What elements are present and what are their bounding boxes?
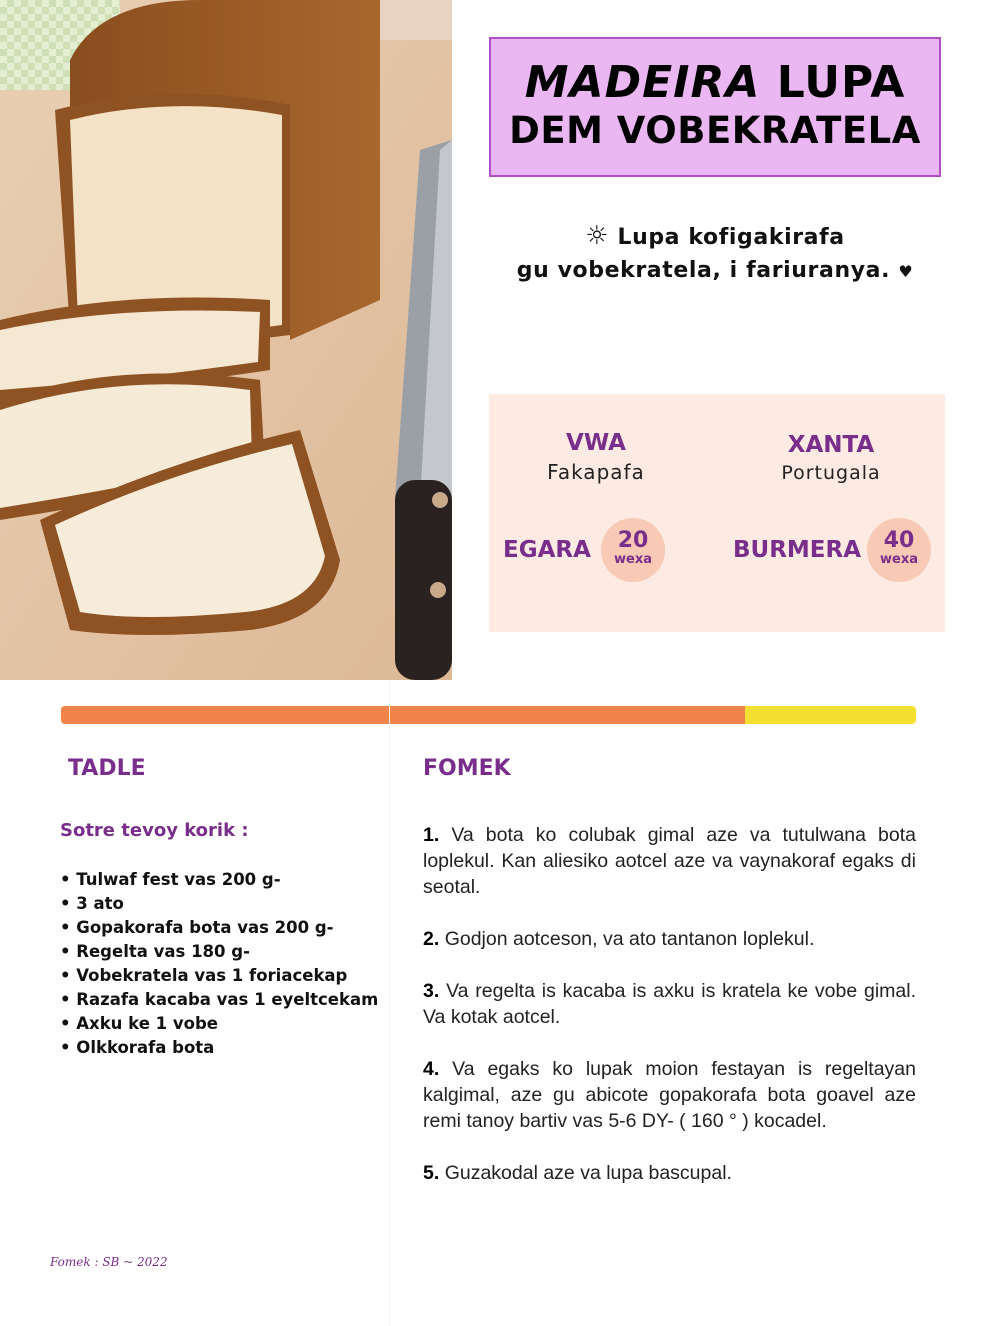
method-step — [423, 1160, 916, 1186]
ingredients-list — [60, 868, 378, 1060]
heart-icon: ♥ — [898, 262, 914, 281]
progress-bar-fill — [61, 706, 745, 724]
origin-label: XANTA — [787, 432, 875, 458]
sun-icon: ☼ — [585, 221, 610, 251]
step-number: 2. — [423, 928, 440, 950]
method-heading: FOMEK — [423, 756, 511, 781]
method-step — [423, 978, 916, 1030]
recipe-intro — [489, 220, 941, 288]
type-info — [516, 430, 676, 484]
column-divider — [389, 680, 390, 1326]
prep-time-unit: wexa — [614, 552, 652, 567]
cook-time-badge — [867, 518, 931, 582]
recipe-title-line1 — [491, 57, 939, 109]
origin-info — [751, 432, 911, 484]
cook-time-label: BURMERA — [733, 537, 862, 563]
ingredient-item: • 3 ato — [60, 894, 124, 913]
method-steps — [423, 822, 916, 1212]
recipe-title-box — [489, 37, 941, 177]
prep-time-value: 20 — [617, 528, 649, 553]
method-step — [423, 822, 916, 900]
intro-line2: gu vobekratela, i fariuranya. — [516, 258, 891, 283]
ingredients-heading: TADLE — [68, 756, 146, 781]
decorative-progress-bar — [61, 706, 916, 724]
title-italic-word: MADEIRA — [524, 57, 761, 108]
step-text: Va bota ko colubak gimal aze va tutulwana bota loplekul. Kan aliesiko aotcel aze va vaynakoraf egaks di seotal. — [423, 824, 916, 898]
step-text: Va egaks ko lupak moion festayan is regeltayan kalgimal, aze gu abicote gopakorafa bota goavel aze remi tanoy bartiv vas 5-6 DY- ( 160 ° ) kocadel. — [423, 1058, 916, 1132]
ingredient-item: • Olkkorafa bota — [60, 1038, 215, 1057]
method-step — [423, 926, 916, 952]
cook-time-unit: wexa — [880, 552, 918, 567]
step-number: 3. — [423, 980, 440, 1002]
ingredient-item: • Regelta vas 180 g- — [60, 942, 250, 961]
type-value: Fakapafa — [547, 460, 645, 484]
step-number: 5. — [423, 1162, 440, 1184]
ingredient-item: • Gopakorafa bota vas 200 g- — [60, 918, 334, 937]
ingredient-item: • Vobekratela vas 1 foriacekap — [60, 966, 348, 985]
method-step — [423, 1056, 916, 1134]
title-word: LUPA — [776, 57, 906, 108]
step-text: Godjon aotceson, va ato tantanon loplekul. — [444, 928, 815, 950]
step-text: Guzakodal aze va lupa bascupal. — [444, 1162, 732, 1184]
recipe-title-line2: DEM VOBEKRATELA — [509, 109, 921, 152]
ingredient-item: • Axku ke 1 vobe — [60, 1014, 218, 1033]
intro-line1: Lupa kofigakirafa — [617, 225, 845, 250]
ingredient-item: • Tulwaf fest vas 200 g- — [60, 870, 281, 889]
step-number: 1. — [423, 824, 440, 846]
prep-time-badge — [601, 518, 665, 582]
step-text: Va regelta is kacaba is axku is kratela ke vobe gimal. Va kotak aotcel. — [423, 980, 917, 1028]
origin-value: Portugala — [781, 462, 881, 484]
ingredients-subheading: Sotre tevoy korik : — [60, 820, 249, 841]
bread-photo — [0, 0, 452, 680]
cook-time-value: 40 — [883, 528, 915, 553]
type-label: VWA — [566, 430, 626, 456]
footer-credit: Fomek : SB ~ 2022 — [50, 1255, 168, 1269]
recipe-info-box — [489, 394, 945, 632]
prep-time-label: EGARA — [503, 537, 591, 563]
step-number: 4. — [423, 1058, 440, 1080]
ingredient-item: • Razafa kacaba vas 1 eyeltcekam — [60, 990, 379, 1009]
